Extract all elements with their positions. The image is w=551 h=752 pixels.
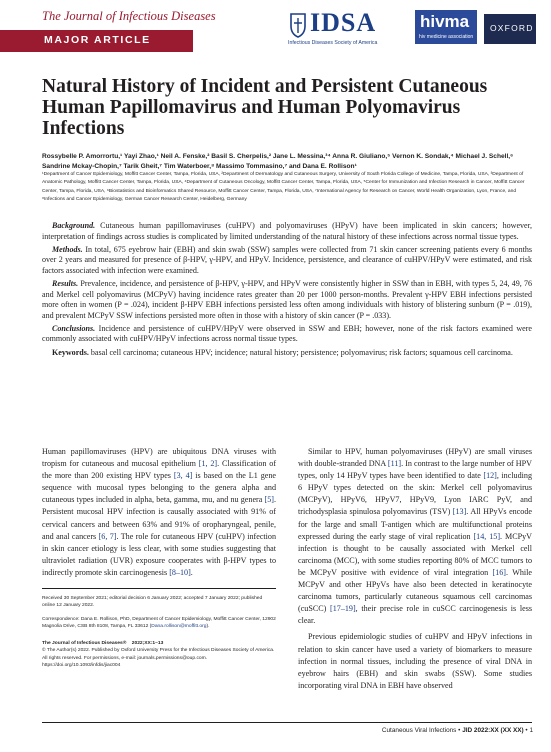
- section-label-band: [0, 30, 193, 52]
- copyright: © The Author(s) 2022. Published by Oxford University Press for the Infectious Diseases Society of America. All rights reserved. For permissions, e-mail: journals.permissions@oup.com.: [42, 648, 275, 661]
- idsa-logo: [288, 10, 410, 44]
- abstract-methods-label: Methods.: [52, 244, 83, 254]
- reference-link[interactable]: [3, 4]: [173, 471, 193, 481]
- received-dates: Received 30 September 2021; editorial decision 6 January 2022; accepted 7 January 2022; published online 12 January 2022.: [42, 596, 263, 609]
- footer-divider: [42, 722, 532, 723]
- hivma-subtitle: hiv medicine association: [419, 34, 474, 40]
- reference-link[interactable]: [13]: [452, 507, 467, 517]
- reference-link[interactable]: [17–19]: [330, 604, 356, 614]
- running-title: Cutaneous Viral Infections: [381, 727, 457, 734]
- body-paragraph: [298, 446, 532, 627]
- abstract-results: [42, 279, 532, 321]
- journal-name: The Journal of Infectious Diseases: [42, 9, 216, 23]
- abstract-methods: [42, 245, 532, 277]
- body-text: is based on the L1 gene sequence with mucosal types belonging to the genera alpha and cutaneous types included in alpha, beta, gamma, mu, and nu genera: [42, 471, 277, 505]
- body-paragraph: [42, 446, 276, 579]
- reference-link[interactable]: [1, 2]: [198, 459, 218, 469]
- correspondence: [42, 616, 276, 631]
- keywords-label: Keywords.: [52, 347, 89, 357]
- body-text: .: [190, 567, 193, 577]
- hivma-logo: [415, 10, 477, 44]
- reference-link[interactable]: [12]: [483, 471, 497, 481]
- correspondence-text: Correspondence: Dana E. Rollison, PhD, Department of Cancer Epidemiology, Moffitt Cancer Center, 12902 Magnolia Drive, CSB 8th 8108, Tampa, FL 33612 (: [42, 617, 276, 630]
- abstract-keywords: [42, 348, 532, 359]
- reference-link[interactable]: [6, 7]: [98, 531, 117, 541]
- body-text: , including 6 HPyV types detected on the skin: Merkel cell polyomavirus (MCPyV), HPyV6, HPyV7, HPyV9, Lyon IARC PyV, and trichodysplasia spinulosa polyomavirus (TSV): [298, 471, 532, 517]
- footnote-divider: [42, 588, 276, 589]
- keywords-text: basal cell carcinoma; cutaneous HPV; incidence; natural history; persistence; polyomavirus; risk factors; squamous cell carcinoma.: [90, 347, 513, 357]
- hivma-wordmark: hivma: [420, 12, 470, 31]
- abstract: [42, 221, 532, 361]
- doi-link[interactable]: https://doi.org/10.1093/infdis/jiac004: [42, 662, 121, 668]
- body-text: . The role for cutaneous HPV (cuHPV) infection in skin cancer etiology is less clear, with some studies suggesting that ultraviolet radiation (UVR) exposure cooperates with β-HPV types to indirectly promote skin carcinogenesis: [42, 531, 277, 577]
- correspondence-email-link[interactable]: Dana.rollison@moffitt.org: [151, 624, 207, 630]
- idsa-wordmark: IDSA: [310, 8, 377, 37]
- body-text: . Classification of the more than 200 existing HPV types: [42, 459, 277, 481]
- reference-link[interactable]: [14, 15]: [473, 531, 501, 541]
- affiliations: ¹Department of Cancer Epidemiology, Moffitt Cancer Center, Tampa, Florida, USA, ²Department of Dermatology and Cutaneous Surgery, University of South Florida College of Medicine, Tampa, Florida, USA, ³Department of Anatomic Pathology, Moffitt Cancer Center, Tampa, Florida, USA, ⁴Department of Cutaneous Oncology, Moffitt Cancer Center, Tampa, Florida, USA, ⁵Center for Immunization and Infection Research in Cancer, Moffitt Cancer Center, Tampa, Florida, USA, ⁶Biostatistics and Bioinformatics Shared Resource, Moffitt Cancer Center, Tampa, Florida, USA, ⁷International Agency for Research on Cancer, World Health Organization, Lyon, France, and ⁸Infections and Cancer Epidemiology, German Cancer Research Center, Heidelberg, Germany: [42, 172, 525, 203]
- oxford-wordmark: OXFORD: [490, 23, 534, 33]
- abstract-results-text: Prevalence, incidence, and persistence of β-HPV, γ-HPV, and HPyV were consistently higher in SSW than in EBH, with types 5, 24, 49, 76 and Merkel cell polyomavirus (MCPyV) having incidence rates greater than 20 per 1000 person-months. Prevalent γ-HPV EBH infections persisted more often in women (P = .024), incident β-HPV EBH infections persisted less often among individuals with history of blistering sunburn (P = .019), and prevalent MCPyV SSW infections persisted more often in those with a history of skin cancer (P = .033).: [42, 278, 532, 320]
- citation-line: [42, 640, 276, 647]
- body-text: . In contrast to the large number of HPV types, only 14 HPyV types have been identified to date: [298, 459, 532, 481]
- section-label: MAJOR ARTICLE: [44, 34, 151, 46]
- body-text: Human papillomaviruses (HPV) are ubiquitous DNA viruses with tropism for cutaneous and mucosal epithelium: [42, 447, 276, 469]
- reference-link[interactable]: [16]: [492, 567, 506, 577]
- abstract-background: [42, 221, 532, 242]
- author-list: Rossybelle P. Amorrortu,¹ Yayi Zhao,¹ Neil A. Fenske,² Basil S. Cherpelis,² Jane L. Messina,³⁴ Anna R. Giuliano,⁵ Vernon K. Sondak,⁴ Michael J. Schell,⁶ Sandrine Mckay-Chopin,⁷ Tarik Gheit,⁷ Tim Waterboer,⁸ Massimo Tommasino,⁷ and Dana E. Rollison¹: [42, 153, 514, 170]
- citation-volume: 2022;XX:1–13: [131, 641, 164, 646]
- body-column-left: [42, 446, 276, 583]
- body-text: Similar to HPV, human polyomaviruses (HPyV) are small viruses with double-stranded DNA: [298, 447, 532, 469]
- page-number: 1: [529, 727, 533, 734]
- citation-block: [42, 640, 276, 669]
- abstract-methods-text: In total, 675 eyebrow hair (EBH) and skin swab (SSW) samples were collected from 71 skin cancer screening patients every 6 months over 2 years and measured for presence of β-HPV, γ-HPV, and HPyV. Incidence, persistence, and clearance of cuHPV/HPyV were estimated, and risk factors associated with infection were examined.: [42, 244, 532, 275]
- body-column-right: [298, 446, 532, 696]
- idsa-subtitle: Infectious Diseases Society of America: [288, 40, 378, 46]
- oxford-logo: [484, 14, 536, 44]
- reference-link[interactable]: [8–10]: [169, 567, 191, 577]
- journal-reference: JID 2022:XX (XX XX): [462, 727, 524, 734]
- page-footer: Cutaneous Viral Infections • JID 2022:XX (XX XX) • 1: [381, 727, 533, 734]
- body-text: . While MCPyV and other HPyVs have also been detected in keratinocyte carcinoma tumors, particularly cutaneous squamous cell carcinomas (cuSCC): [298, 567, 532, 614]
- citation-journal: The Journal of Infectious Diseases®: [42, 641, 127, 646]
- abstract-background-label: Background.: [52, 221, 96, 230]
- article-title: Natural History of Incident and Persistent Cutaneous Human Papillomavirus and Human Polyomavirus Infections: [42, 76, 488, 139]
- body-text: . MCPyV infection is thought to be causally associated with Merkel cell carcinoma (MCC), with some studies reporting 80% of MCC tumors to be MCPyV positive with evidence of viral integration: [298, 531, 532, 577]
- abstract-conclusions: [42, 324, 532, 345]
- body-text: . Persistent mucosal HPV infection is causally associated with 91% of cervical cancers and between 63% and 91% of oropharyngeal, penile, and anal cancers: [42, 495, 276, 541]
- abstract-background-text: Cutaneous human papillomaviruses (cuHPV) and polyomaviruses (HPyV) have been implicated in skin cancers; however, interpretation of findings across studies is complicated by limited understanding of the natural history of these infections across normal tissue types.: [42, 221, 532, 241]
- correspondence-close: ).: [206, 624, 210, 630]
- abstract-conclusions-label: Conclusions.: [52, 323, 96, 333]
- abstract-results-label: Results.: [52, 278, 79, 288]
- body-text: , their precise role in cuSCC carcinogenesis is less clear.: [298, 604, 532, 626]
- body-paragraph: Previous epidemiologic studies of cuHPV and HPyV infections in relation to skin cancer have used a variety of biomarkers to measure infection in normal tissues, including the presence of viral DNA in eyebrow hairs (EBH) and skin swabs (SSW). Some studies incorporating viral DNA in EBH have observed: [298, 632, 532, 690]
- body-text: . All HPyVs encode for the large and small T-antigen which are multifunctional proteins expressed during the early stage of viral replication: [298, 507, 532, 541]
- abstract-conclusions-text: Incidence and persistence of cuHPV/HPyV were observed in SSW and EBH; however, none of the risk factors examined were commonly associated with cuHPV/HPyV infections across normal tissue types.: [42, 323, 532, 344]
- idsa-emblem-icon: [288, 12, 308, 38]
- reference-link[interactable]: [5]: [264, 495, 274, 505]
- reference-link[interactable]: [11]: [387, 459, 402, 469]
